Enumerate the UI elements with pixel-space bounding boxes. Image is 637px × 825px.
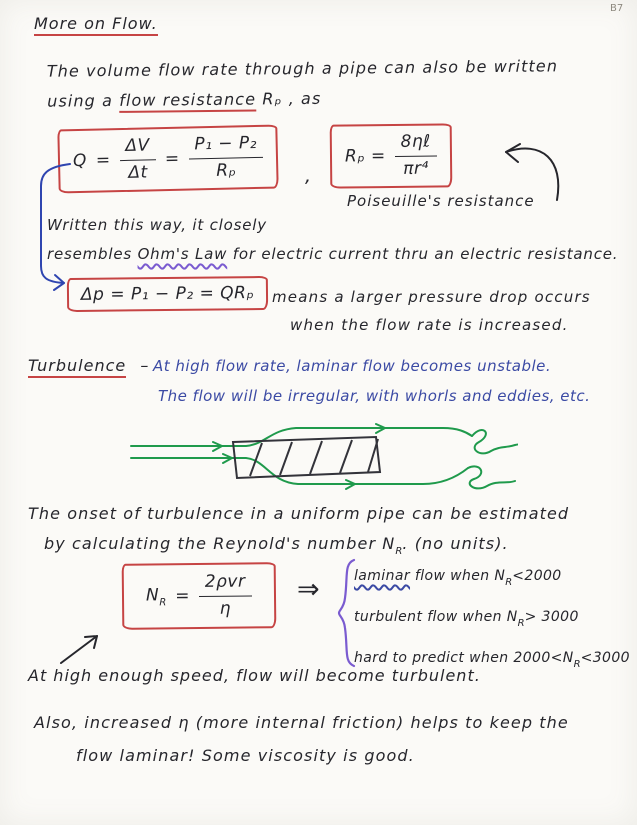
pressure-drop-equation-box bbox=[67, 276, 269, 312]
implies-arrow: ⇒ bbox=[297, 574, 320, 605]
ohms-law-paragraph bbox=[47, 211, 618, 269]
ohm-line1: Written this way, it closely bbox=[47, 216, 267, 234]
flow-resistance-term: flow resistance bbox=[119, 89, 256, 112]
trailing-comma: , bbox=[305, 165, 312, 187]
q-symbol: Q bbox=[72, 150, 88, 172]
up-right-arrow-icon bbox=[55, 627, 107, 667]
page-corner-mark: B7 bbox=[610, 3, 624, 14]
pressure-drop-equation: Δp = P₁ − P₂ = QRₚ bbox=[67, 276, 269, 312]
rp-symbol: Rₚ = bbox=[344, 146, 386, 167]
eta-over-pi-r4: $\frac{\text{8ηℓ}}{\text{πr⁴}}$ bbox=[395, 133, 438, 180]
closing-line2b: flow laminar! Some viscosity is good. bbox=[76, 746, 415, 765]
rho-v-r-over-eta: $\frac{\text{2ρvr}}{\eta}$ bbox=[199, 572, 252, 619]
closing-line2a: Also, increased η (more internal friction) helps to keep the bbox=[34, 713, 569, 732]
pressure-over-resistance: $\frac{\text{P₁ − P₂}}{\text{Rₚ}}$ bbox=[188, 134, 264, 182]
page-title-text: More on Flow. bbox=[34, 14, 158, 36]
ohm-line2: resembles Ohm's Law for electric current thru an electric resistance. bbox=[47, 245, 619, 263]
flow-rate-formula-box: Q = $\frac{\Delta V}{\Delta t}$ = $\frac{\text{P₁ − P₂}}{\text{Rₚ}}$ bbox=[57, 125, 279, 194]
delta-v-over-delta-t: $\frac{\Delta V}{\Delta t}$ bbox=[119, 136, 156, 183]
reynolds-paragraph bbox=[28, 499, 569, 567]
pipe-turbulence-drawing bbox=[128, 420, 518, 502]
turbulence-heading: Turbulence – bbox=[28, 356, 149, 375]
poiseuille-caption: Poiseuille's resistance bbox=[347, 192, 535, 210]
poiseuille-resistance-formula-box bbox=[330, 123, 453, 188]
nr-symbol: $N_R$ bbox=[145, 584, 167, 608]
reynolds-line2: by calculating the Reynold's number $N_R$. (no units). bbox=[44, 534, 509, 557]
closing-paragraph bbox=[34, 706, 569, 772]
condition-hard-to-predict: hard to predict when $2000<N_R<3000$ bbox=[354, 650, 630, 670]
pressure-drop-note: means a larger pressure drop occurs when the flow rate is increased. bbox=[272, 288, 591, 334]
reynolds-formula-box: $N_R$ = $\frac{\text{2ρvr}}{\eta}$ bbox=[122, 562, 276, 630]
page-title bbox=[34, 14, 158, 33]
reynolds-conditions bbox=[354, 559, 630, 682]
turbulence-line1: At high flow rate, laminar flow becomes unstable. bbox=[153, 357, 552, 375]
condition-turbulent: turbulent flow when $N_R> 3000$ bbox=[354, 609, 579, 629]
condition-laminar: laminar flow when $N_R<2000$ bbox=[354, 568, 562, 588]
reynolds-line1: The onset of turbulence in a uniform pipe can be estimated bbox=[28, 504, 570, 523]
ohms-law-term: Ohm's Law bbox=[137, 245, 228, 263]
intro-paragraph bbox=[47, 51, 559, 116]
closing-line1: At high enough speed, flow will become turbulent. bbox=[28, 666, 481, 685]
turbulence-line2: The flow will be irregular, with whorls and eddies, etc. bbox=[158, 387, 591, 405]
heading-dash: – bbox=[140, 356, 150, 375]
intro-line2: using a flow resistance Rₚ , as bbox=[47, 81, 559, 116]
intro-line1: The volume flow rate through a pipe can also be written bbox=[46, 56, 559, 81]
